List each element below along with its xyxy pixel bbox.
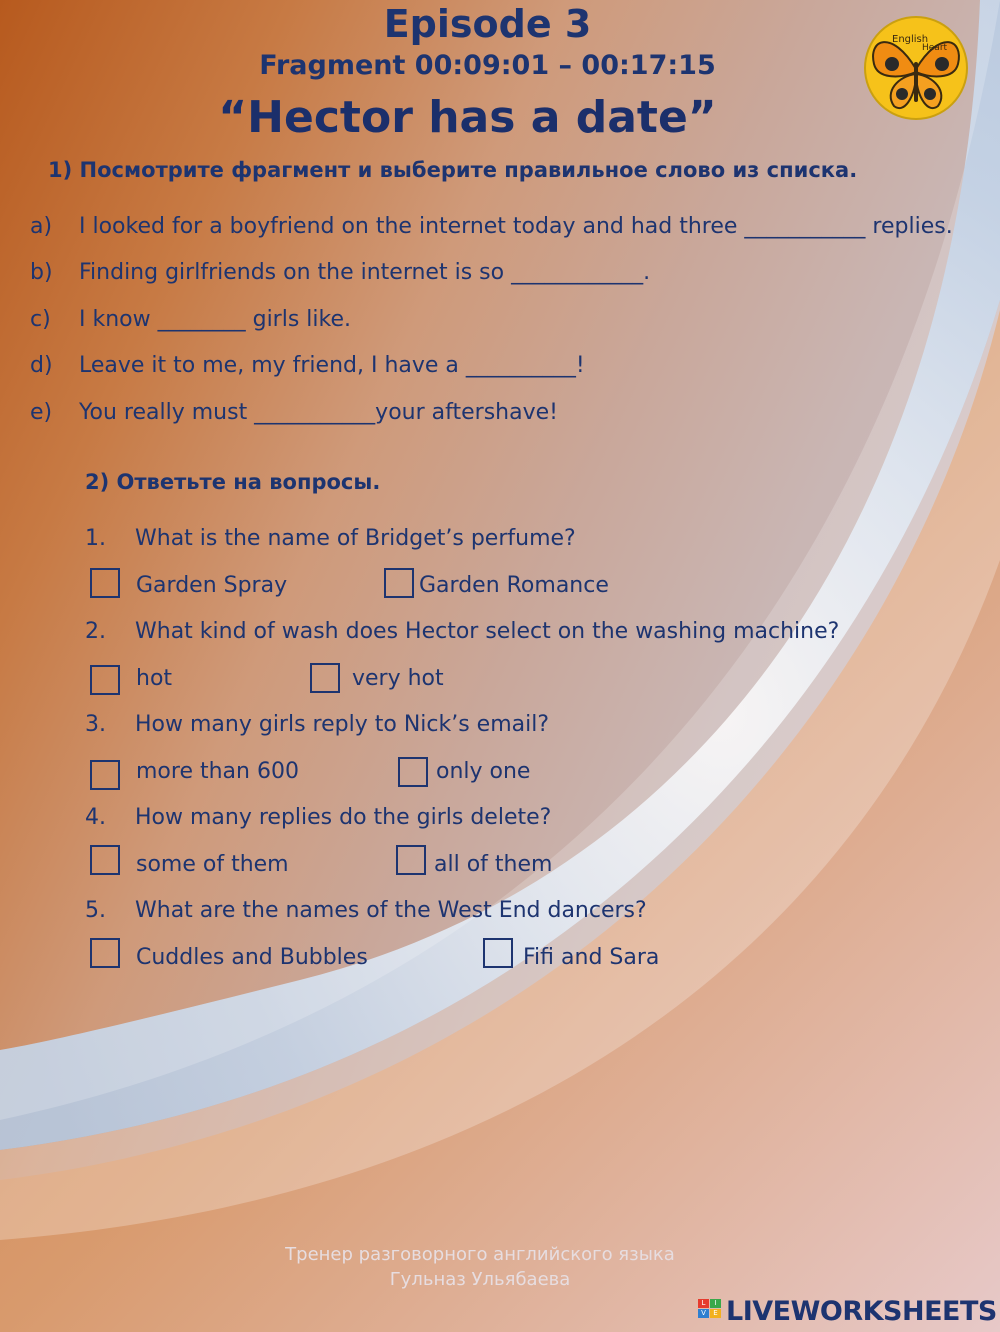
answer-checkbox[interactable] xyxy=(396,845,426,875)
question-text: How many girls reply to Nick’s email? xyxy=(135,712,550,737)
item-text: Leave it to me, my friend, I have a __________! xyxy=(79,353,585,378)
answer-option: Garden Spray xyxy=(136,573,288,598)
answer-checkbox[interactable] xyxy=(398,757,428,787)
question-number: 5. xyxy=(85,898,106,923)
answer-option: Garden Romance xyxy=(419,573,609,598)
answer-option: very hot xyxy=(352,666,444,691)
author-role: Тренер разговорного английского языка xyxy=(285,1244,675,1265)
answer-checkbox[interactable] xyxy=(384,568,414,598)
item-text: Finding girlfriends on the internet is so ____________. xyxy=(79,260,651,285)
answer-checkbox[interactable] xyxy=(90,938,120,968)
item-letter: a) xyxy=(30,214,53,239)
answer-checkbox[interactable] xyxy=(90,760,120,790)
answer-checkbox[interactable] xyxy=(90,568,120,598)
answer-option: Fifi and Sara xyxy=(523,945,660,970)
question-text: What kind of wash does Hector select on the washing machine? xyxy=(135,619,840,644)
answer-option: Cuddles and Bubbles xyxy=(136,945,368,970)
svg-text:English: English xyxy=(892,34,929,45)
episode-heading: Episode 3 xyxy=(383,2,592,46)
question-number: 1. xyxy=(85,526,106,551)
answer-option: only one xyxy=(436,759,531,784)
question-text: What is the name of Bridget’s perfume? xyxy=(135,526,576,551)
fragment-time: Fragment 00:09:01 – 00:17:15 xyxy=(259,50,716,81)
answer-option: hot xyxy=(136,666,173,691)
section2-heading: 2) Ответьте на вопросы. xyxy=(85,470,381,494)
butterfly-logo xyxy=(862,14,970,122)
answer-checkbox[interactable] xyxy=(310,663,340,693)
brand-mark-letter: L xyxy=(698,1299,709,1308)
answer-option: all of them xyxy=(434,852,553,877)
answer-checkbox[interactable] xyxy=(90,665,120,695)
item-letter: c) xyxy=(30,307,51,332)
brand-mark-letter: V xyxy=(698,1309,709,1318)
author-name: Гульназ Ульябаева xyxy=(389,1269,571,1290)
question-text: What are the names of the West End dancers? xyxy=(135,898,647,923)
section1-heading: 1) Посмотрите фрагмент и выберите правильное слово из списка. xyxy=(48,158,858,182)
item-text: I know ________ girls like. xyxy=(79,307,352,332)
svg-text:Heart: Heart xyxy=(922,43,948,53)
brand-mark-letter: E xyxy=(710,1309,721,1318)
question-number: 4. xyxy=(85,805,106,830)
answer-checkbox[interactable] xyxy=(90,845,120,875)
item-text: I looked for a boyfriend on the internet today and had three ___________ replies. xyxy=(79,214,953,239)
item-letter: b) xyxy=(30,260,53,285)
answer-option: some of them xyxy=(136,852,289,877)
brand-name: LIVEWORKSHEETS xyxy=(726,1296,997,1327)
question-number: 3. xyxy=(85,712,106,737)
item-letter: d) xyxy=(30,353,53,378)
butterfly-icon xyxy=(862,14,970,122)
page-title: “Hector has a date” xyxy=(218,92,717,143)
question-number: 2. xyxy=(85,619,106,644)
brand-mark-letter: I xyxy=(710,1299,721,1308)
author-credit xyxy=(230,1242,730,1292)
item-letter: e) xyxy=(30,400,53,425)
question-text: How many replies do the girls delete? xyxy=(135,805,552,830)
item-text: You really must ___________your aftershave! xyxy=(79,400,558,425)
answer-checkbox[interactable] xyxy=(483,938,513,968)
answer-option: more than 600 xyxy=(136,759,299,784)
